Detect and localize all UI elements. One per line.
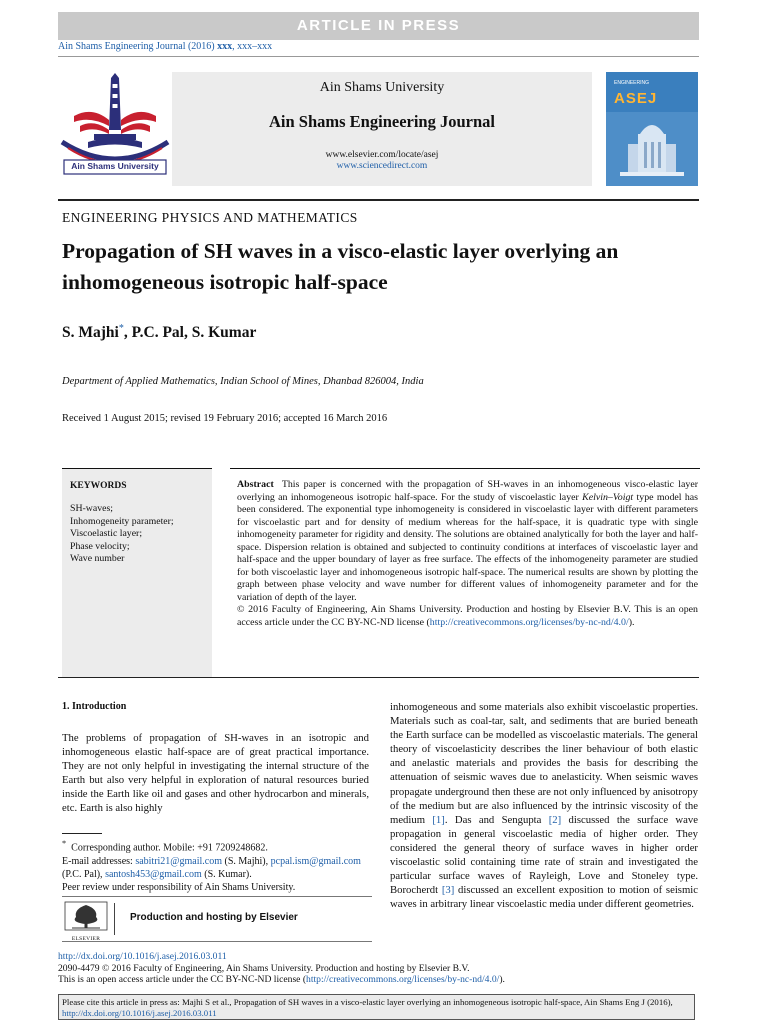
- citation-doi-link[interactable]: http://dx.doi.org/10.1016/j.asej.2016.03.011: [62, 1008, 217, 1018]
- abstract-model: Kelvin–Voigt: [582, 491, 634, 503]
- journal-header-panel: [172, 72, 592, 186]
- footnote-rule: [62, 833, 102, 834]
- author-first: S. Majhi: [62, 324, 119, 342]
- citation-text: Please cite this article in press as: Majhi S et al., Propagation of SH waves in a visco-elastic layer overlying an inhomogeneous isotropic half-space, Ain Shams Eng J (2016),: [62, 997, 673, 1007]
- email-footnote: [62, 855, 372, 882]
- section-tag: ENGINEERING PHYSICS AND MATHEMATICS: [62, 210, 358, 225]
- abstract-part-2: type model has been considered. The exponential type inhomogeneity is considered in viscoelastic layer with different parameters for viscoelastic part and for density of medium whereas for the half-space, it is quadratic type with single inhomogeneity parameter for rigidity and density. The solutions are obtained analytically for both the layer and half-space. Dispersion relation is obtained and subjected to continuity conditions at interfaces of viscoelastic layer and half-space and the upper boundary of layer as free surface. The effects of the inhomogeneity parameter are studied for both viscoelastic layer and inhomogeneous isotropic half-space. The numerical results are shown by plotting the graph between phase velocity and wave number for different values of inhomogeneity parameter and for the variation of depth of the layer.: [237, 491, 699, 603]
- keyword-item: SH-waves;: [70, 503, 113, 514]
- journal-title: Ain Shams Engineering Journal: [268, 112, 495, 131]
- elsevier-logo-text: ELSEVIER: [71, 936, 101, 942]
- article-title: Propagation of SH waves in a visco-elastic layer overlying an inhomogeneous isotropic half-space: [62, 239, 619, 294]
- citation-box: [58, 994, 695, 1020]
- license-link[interactable]: http://creativecommons.org/licenses/by-nc-nd/4.0/: [429, 617, 629, 629]
- issn-line: 2090-4479 © 2016 Faculty of Engineering, Ain Shams University. Production and hosting by Elsevier B.V.: [58, 962, 470, 974]
- footnotes: [62, 837, 372, 895]
- peer-review-note: Peer review under responsibility of Ain Shams University.: [62, 882, 296, 894]
- corresponding-footnote: * Corresponding author. Mobile: +91 7209248682.: [62, 839, 268, 854]
- university-logo: [58, 72, 172, 186]
- journal-reference: [58, 41, 272, 52]
- col2-text-c: discussed the surface wave propagation in general viscoelastic media of higher order. They considered the general theory of surface waves in higher order viscoelastic solid containing time rate of strain and investigated the particular surface waves of Rayleigh, Love and Stoneley type. Borocherdt: [390, 813, 698, 897]
- keyword-item: Phase velocity;: [70, 540, 130, 552]
- article-in-press-banner: ARTICLE IN PRESS: [58, 12, 699, 40]
- journal-ref-pages: , xxx–xxx: [232, 41, 273, 52]
- elsevier-hosting-box: [62, 896, 372, 942]
- elsevier-url: www.elsevier.com/locate/asej: [325, 150, 439, 160]
- received-dates: Received 1 August 2015; revised 19 February 2016; accepted 16 March 2016: [62, 413, 388, 424]
- cover-title: ASEJ: [614, 90, 658, 107]
- abstract-part-1: This paper is concerned with the propagation of SH-waves in an inhomogeneous visco-elastic layer overlying an inhomogeneous isotropic half-space. For the study of viscoelastic layer: [237, 479, 698, 503]
- abstract-rule: [58, 677, 699, 678]
- col2-text-d: discussed an excellent exposition to motion of seismic waves in arbitrary linear viscoelastic media under different geometries.: [390, 884, 698, 911]
- authors: [62, 323, 256, 342]
- author-rest: , P.C. Pal, S. Kumar: [123, 324, 257, 342]
- email-label: E-mail addresses:: [62, 855, 133, 867]
- logo-caption: Ain Shams University: [71, 161, 159, 171]
- keyword-item: Viscoelastic layer;: [70, 528, 143, 540]
- col2-text-a: inhomogeneous and some materials also exhibit viscoelastic properties. Materials such as coal-tar, salt, and sediments that are buried beneath the Earth surface can be modelled as viscoelastic materials. The general theory of viscoelasticity describes the liner behaviour of both elastic and anelastic materials and provides the basis for describing the attenuation of seismic waves due to anelasticity. When seismic waves propagate underground then these are not only influenced by anisotropy of the medium but are also influenced by the intrinsic viscosity of the medium: [390, 701, 698, 826]
- journal-cover: [606, 72, 698, 186]
- introduction-heading: 1. Introduction: [62, 701, 127, 712]
- oa-suffix: ).: [499, 974, 505, 986]
- intro-column-1: The problems of propagation of SH-waves in an isotropic and inhomogeneous elastic half-space are of great practical importance. They are not only helpful in investigating the internal structure of the Earth but also very helpful in exploration of natural resources buried inside the Earth like oil and gases and other hydrocarbon and minerals, etc. Earth is also highly: [62, 732, 369, 815]
- abstract-text: [237, 479, 698, 630]
- keywords-list: [70, 503, 174, 566]
- keywords-heading: KEYWORDS: [70, 481, 127, 491]
- journal-ref-volume: xxx: [217, 41, 233, 52]
- email-link-3[interactable]: santosh453@gmail.com: [105, 868, 202, 880]
- keyword-item: Wave number: [70, 553, 125, 565]
- elsevier-divider: [114, 903, 115, 935]
- oa-license-link[interactable]: http://creativecommons.org/licenses/by-nc-nd/4.0/: [306, 974, 500, 986]
- intro-column-2: [390, 700, 698, 911]
- elsevier-tree-icon: [64, 901, 108, 931]
- email-link-2[interactable]: pcpal.ism@gmail.com: [270, 855, 361, 867]
- reference-link-1[interactable]: [1]: [432, 813, 445, 826]
- email-link-1[interactable]: sabitri21@gmail.com: [135, 855, 223, 867]
- corresponding-mark[interactable]: *: [118, 323, 124, 334]
- oa-prefix: This is an open access article under the CC BY-NC-ND license (: [58, 974, 307, 986]
- open-access-line: [58, 974, 708, 986]
- email-owner-3: (S. Kumar).: [204, 868, 252, 880]
- cover-building-icon: [606, 72, 698, 186]
- journal-ref-text: Ain Shams Engineering Journal (2016): [58, 41, 215, 52]
- abstract-copyright-end: ).: [628, 617, 635, 629]
- doi-link[interactable]: http://dx.doi.org/10.1016/j.asej.2016.03.011: [58, 951, 227, 962]
- header-rule: [58, 56, 699, 57]
- abstract-box: [230, 468, 700, 677]
- corresponding-text: Corresponding author. Mobile: +91 7209248682.: [71, 842, 268, 854]
- bottom-info: [58, 951, 708, 986]
- keywords-box: [62, 468, 212, 677]
- keyword-item: Inhomogeneity parameter;: [70, 515, 174, 527]
- email-owner-2: (P.C. Pal),: [62, 868, 103, 880]
- elsevier-logo: [64, 901, 108, 942]
- elsevier-hosting-text: Production and hosting by Elsevier: [130, 912, 298, 923]
- cover-top-text: ENGINEERING: [614, 80, 650, 86]
- email-owner-1: (S. Majhi),: [224, 855, 269, 867]
- university-name: Ain Shams University: [319, 80, 445, 95]
- col2-text-b: . Das and Sengupta: [444, 813, 542, 826]
- sciencedirect-link[interactable]: www.sciencedirect.com: [336, 161, 428, 171]
- reference-link-2[interactable]: [2]: [548, 813, 562, 826]
- affiliation: Department of Applied Mathematics, Indian School of Mines, Dhanbad 826004, India: [62, 376, 424, 387]
- header-bottom-rule: [58, 199, 699, 201]
- abstract-copyright: © 2016 Faculty of Engineering, Ain Shams University. Production and hosting by Elsevier B.V. This is an open access article under the CC BY-NC-ND license (: [237, 604, 698, 629]
- abstract-label: Abstract: [237, 479, 274, 490]
- reference-link-3[interactable]: [3]: [441, 884, 455, 897]
